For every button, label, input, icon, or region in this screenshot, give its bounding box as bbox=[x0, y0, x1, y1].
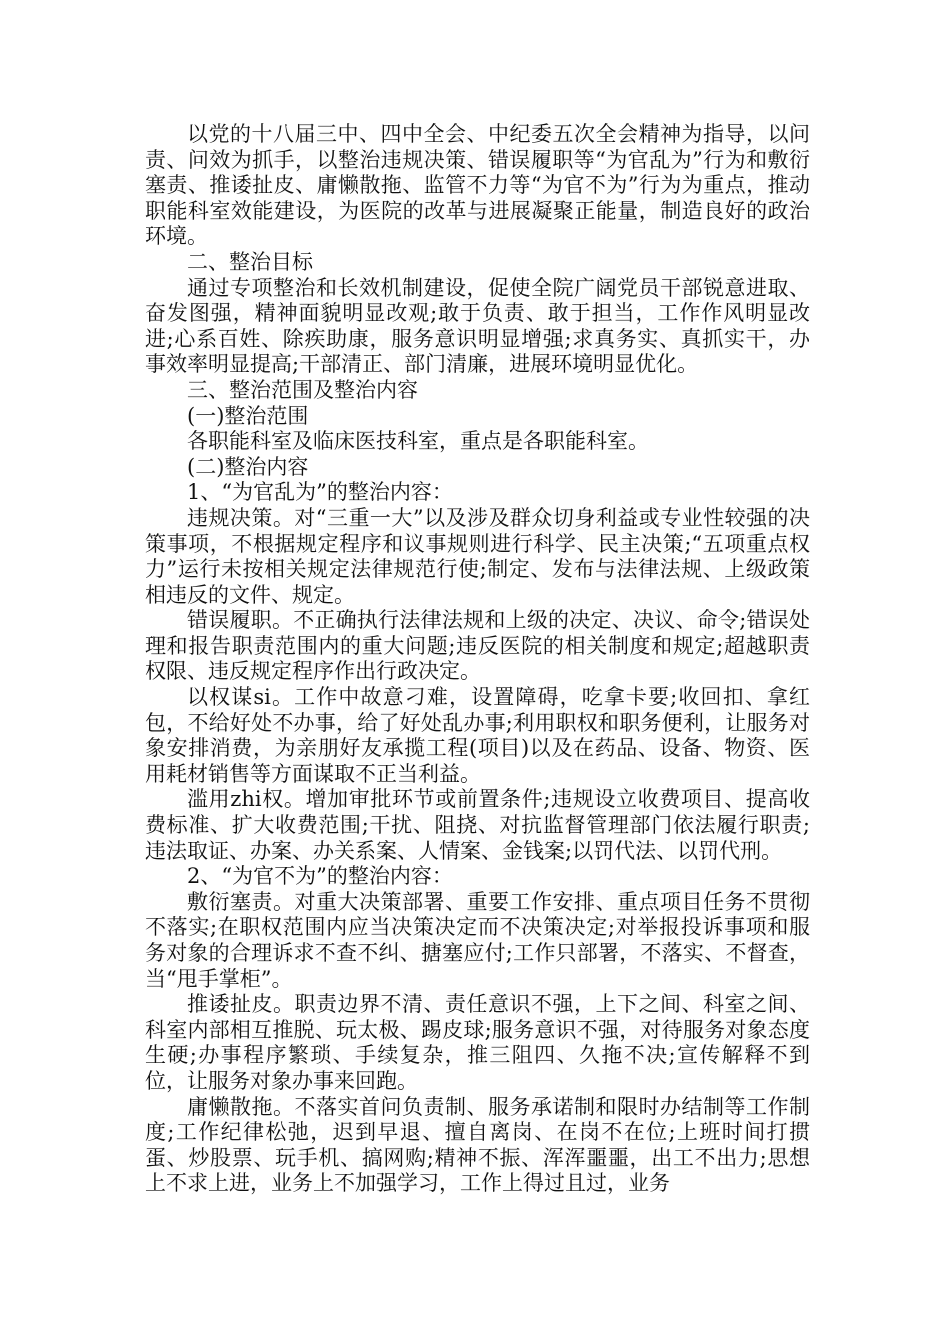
paragraph-perfunctory: 敷衍塞责。对重大决策部署、重要工作安排、重点项目任务不贯彻不落实;在职权范围内应当决策决定而不决策决定;对举报投诉事项和服务对象的合理诉求不查不纠、搪塞应付;工作只部署，不落实、不督查，当“甩手掌柜”。 bbox=[145, 889, 810, 991]
item-heading-1: 1、“为官乱为”的整治内容： bbox=[187, 480, 453, 505]
subheading-scope: (一)整治范围 bbox=[187, 403, 309, 428]
paragraph-scope: 各职能科室及临床医技科室，重点是各职能科室。 bbox=[187, 429, 649, 454]
paragraph-abuse-of-power: 滥用zhi权。增加审批环节或前置条件;违规设立收费项目、提高收费标准、扩大收费范围;干扰、阻挠、对抗监督管理部门依法履行职责;违法取证、办案、办关系案、人情案、金钱案;以罚代法、以罚代刑。 bbox=[145, 787, 810, 863]
heading-section-2: 二、整治目标 bbox=[187, 249, 313, 274]
document-body bbox=[145, 122, 810, 1197]
paragraph-goals: 通过专项整治和长效机制建设，促使全院广阔党员干部锐意进取、奋发图强，精神面貌明显改观;敢于负责、敢于担当，工作作风明显改进;心系百姓、除疾助康，服务意识明显增强;求真务实、真抓实干，办事效率明显提高;干部清正、部门清廉，进展环境明显优化。 bbox=[145, 275, 810, 377]
paragraph-wrong-duty: 错误履职。不正确执行法律法规和上级的决定、决议、命令;错误处理和报告职责范围内的重大问题;违反医院的相关制度和规定;超越职责权限、违反规定程序作出行政决定。 bbox=[145, 608, 810, 684]
heading-section-3: 三、整治范围及整治内容 bbox=[187, 377, 418, 402]
item-heading-2: 2、“为官不为”的整治内容： bbox=[187, 864, 453, 889]
subheading-content: (二)整治内容 bbox=[187, 454, 309, 479]
paragraph-buck-passing: 推诿扯皮。职责边界不清、责任意识不强，上下之间、科室之间、科室内部相互推脱、玩太极、踢皮球;服务意识不强，对待服务对象态度生硬;办事程序繁琐、手续复杂，推三阻四、久拖不决;宣传解释不到位，让服务对象办事来回跑。 bbox=[145, 992, 810, 1093]
paragraph-illegal-decision: 违规决策。对“三重一大”以及涉及群众切身利益或专业性较强的决策事项，不根据规定程序和议事规则进行科学、民主决策;“五项重点权力”运行未按相关规定法律规范行使;制定、发布与法律法规、上级政策相违反的文件、规定。 bbox=[145, 505, 810, 607]
paragraph-abuse-for-gain: 以权谋si。工作中故意刁难，设置障碍，吃拿卡要;收回扣、拿红包，不给好处不办事，给了好处乱办事;利用职权和职务便利，让服务对象安排消费，为亲朋好友承揽工程(项目)以及在药品、设备、物资、医用耗材销售等方面谋取不正当利益。 bbox=[145, 685, 810, 786]
paragraph-laziness: 庸懒散拖。不落实首问负责制、服务承诺制和限时办结制等工作制度;工作纪律松弛，迟到早退、擅自离岗、在岗不在位;上班时间打掼蛋、炒股票、玩手机、搞网购;精神不振、浑浑噩噩，出工不出力;思想上不求上进，业务上不加强学习，工作上得过且过，业务 bbox=[145, 1094, 810, 1196]
paragraph-intro: 以党的十八届三中、四中全会、中纪委五次全会精神为指导，以问责、问效为抓手，以整治违规决策、错误履职等“为官乱为”行为和敷衍塞责、推诿扯皮、庸懒散拖、监管不力等“为官不为”行为为重点，推动职能科室效能建设，为医院的改革与进展凝聚正能量，制造良好的政治环境。 bbox=[145, 122, 810, 249]
